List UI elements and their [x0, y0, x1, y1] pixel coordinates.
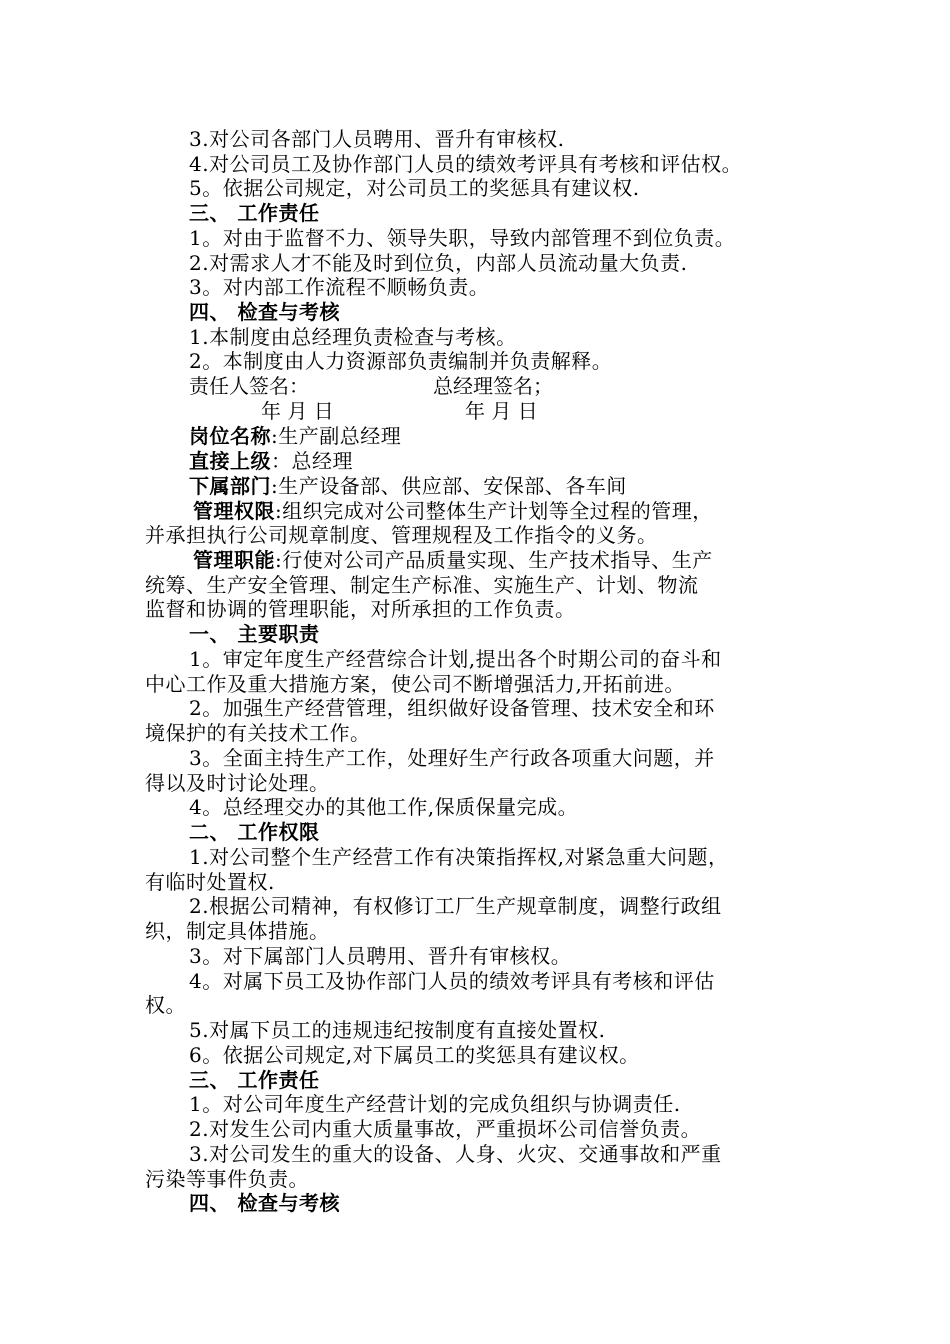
section-heading: 四、 检查与考核 — [189, 300, 340, 324]
text-line: 2.对发生公司内重大质量事故，严重损坏公司信誉负责。 — [189, 1117, 702, 1141]
text-line: 2.对需求人才不能及时到位负，内部人员流动量大负责. — [189, 251, 688, 275]
signature-date-2: 年 月 日 — [465, 399, 538, 423]
text-line: 3.对公司发生的重大的设备、人身、火灾、交通事故和严重 — [189, 1142, 722, 1166]
text-line: 3。对下属部门人员聘用、晋升有审核权。 — [189, 944, 572, 968]
text-line: 织，制定具体措施。 — [145, 919, 330, 943]
signature-responsible: 责任人签名： — [189, 374, 309, 398]
text-line: 1.本制度由总经理负责检查与考核。 — [189, 325, 517, 349]
text-line: 4。总经理交办的其他工作,保质保量完成。 — [189, 795, 579, 819]
text-line: 1.对公司整个生产经营工作有决策指挥权,对紧急重大问题， — [189, 845, 729, 869]
text-line: 4。对属下员工及协作部门人员的绩效考评具有考核和评估 — [189, 969, 715, 993]
signature-gm: 总经理签名； — [433, 374, 553, 398]
text-line: 权。 — [145, 993, 186, 1017]
direct-superior — [189, 449, 353, 474]
text-line: 4.对公司员工及协作部门人员的绩效考评具有考核和评估权。 — [189, 152, 743, 176]
text-line: 2.根据公司精神，有权修订工厂生产规章制度，调整行政组 — [189, 894, 722, 918]
text-line: 中心工作及重大措施方案，使公司不断增强活力,开拓前进。 — [145, 672, 685, 696]
text-line: 3。全面主持生产工作，处理好生产行政各项重大问题，并 — [189, 746, 715, 770]
text-line: 得以及时讨论处理。 — [145, 771, 330, 795]
management-function — [193, 548, 713, 573]
text-line: 1。对公司年度生产经营计划的完成负组织与协调责任. — [189, 1092, 681, 1116]
text-line: 3.对公司各部门人员聘用、晋升有审核权. — [189, 127, 565, 151]
section-heading: 二、 工作权限 — [189, 820, 320, 844]
text-line: 统筹、生产安全管理、制定生产标准、实施生产、计划、物流 — [145, 573, 699, 597]
text-line: 5。依据公司规定，对公司员工的奖惩具有建议权. — [189, 176, 640, 200]
signature-date-1: 年 月 日 — [261, 399, 334, 423]
text-line: 1。审定年度生产经营综合计划,提出各个时期公司的奋斗和 — [189, 647, 722, 671]
text-line: 2。加强生产经营管理，组织做好设备管理、技术安全和环 — [189, 696, 715, 720]
subordinate-departments — [189, 474, 627, 499]
subordinate-departments-value: :生产设备部、供应部、安保部、各车间 — [271, 474, 627, 498]
section-heading: 三、 工作责任 — [189, 1068, 320, 1092]
management-function-label: 管理职能 — [193, 548, 275, 572]
management-function-value: :行使对公司产品质量实现、生产技术指导、生产 — [275, 548, 713, 572]
section-heading: 四、 检查与考核 — [189, 1191, 340, 1215]
text-line: 3。对内部工作流程不顺畅负责。 — [189, 275, 490, 299]
text-line: 6。依据公司规定,对下属员工的奖惩具有建议权。 — [189, 1043, 640, 1067]
management-authority-value: :组织完成对公司整体生产计划等全过程的管理， — [275, 499, 713, 523]
subordinate-departments-label: 下属部门 — [189, 474, 271, 498]
position-name-label: 岗位名称 — [189, 424, 271, 448]
text-line: 2。本制度由人力资源部负责编制并负责解释。 — [189, 349, 613, 373]
section-heading: 一、 主要职责 — [189, 622, 320, 646]
text-line: 并承担执行公司规章制度、管理规程及工作指令的义务。 — [145, 523, 658, 547]
text-line: 监督和协调的管理职能，对所承担的工作负责。 — [145, 597, 576, 621]
text-line: 污染等事件负责。 — [145, 1167, 309, 1191]
management-authority — [193, 499, 713, 524]
management-authority-label: 管理权限 — [193, 499, 275, 523]
text-line: 有临时处置权. — [145, 870, 275, 894]
text-line: 5.对属下员工的违规违纪按制度有直接处置权. — [189, 1018, 606, 1042]
position-name-value: :生产副总经理 — [271, 424, 402, 448]
direct-superior-value: ：总经理 — [271, 449, 353, 473]
position-name — [189, 424, 401, 449]
text-line: 1。对由于监督不力、领导失职，导致内部管理不到位负责。 — [189, 226, 736, 250]
section-heading: 三、 工作责任 — [189, 201, 320, 225]
text-line: 境保护的有关技术工作。 — [145, 721, 371, 745]
direct-superior-label: 直接上级 — [189, 449, 271, 473]
